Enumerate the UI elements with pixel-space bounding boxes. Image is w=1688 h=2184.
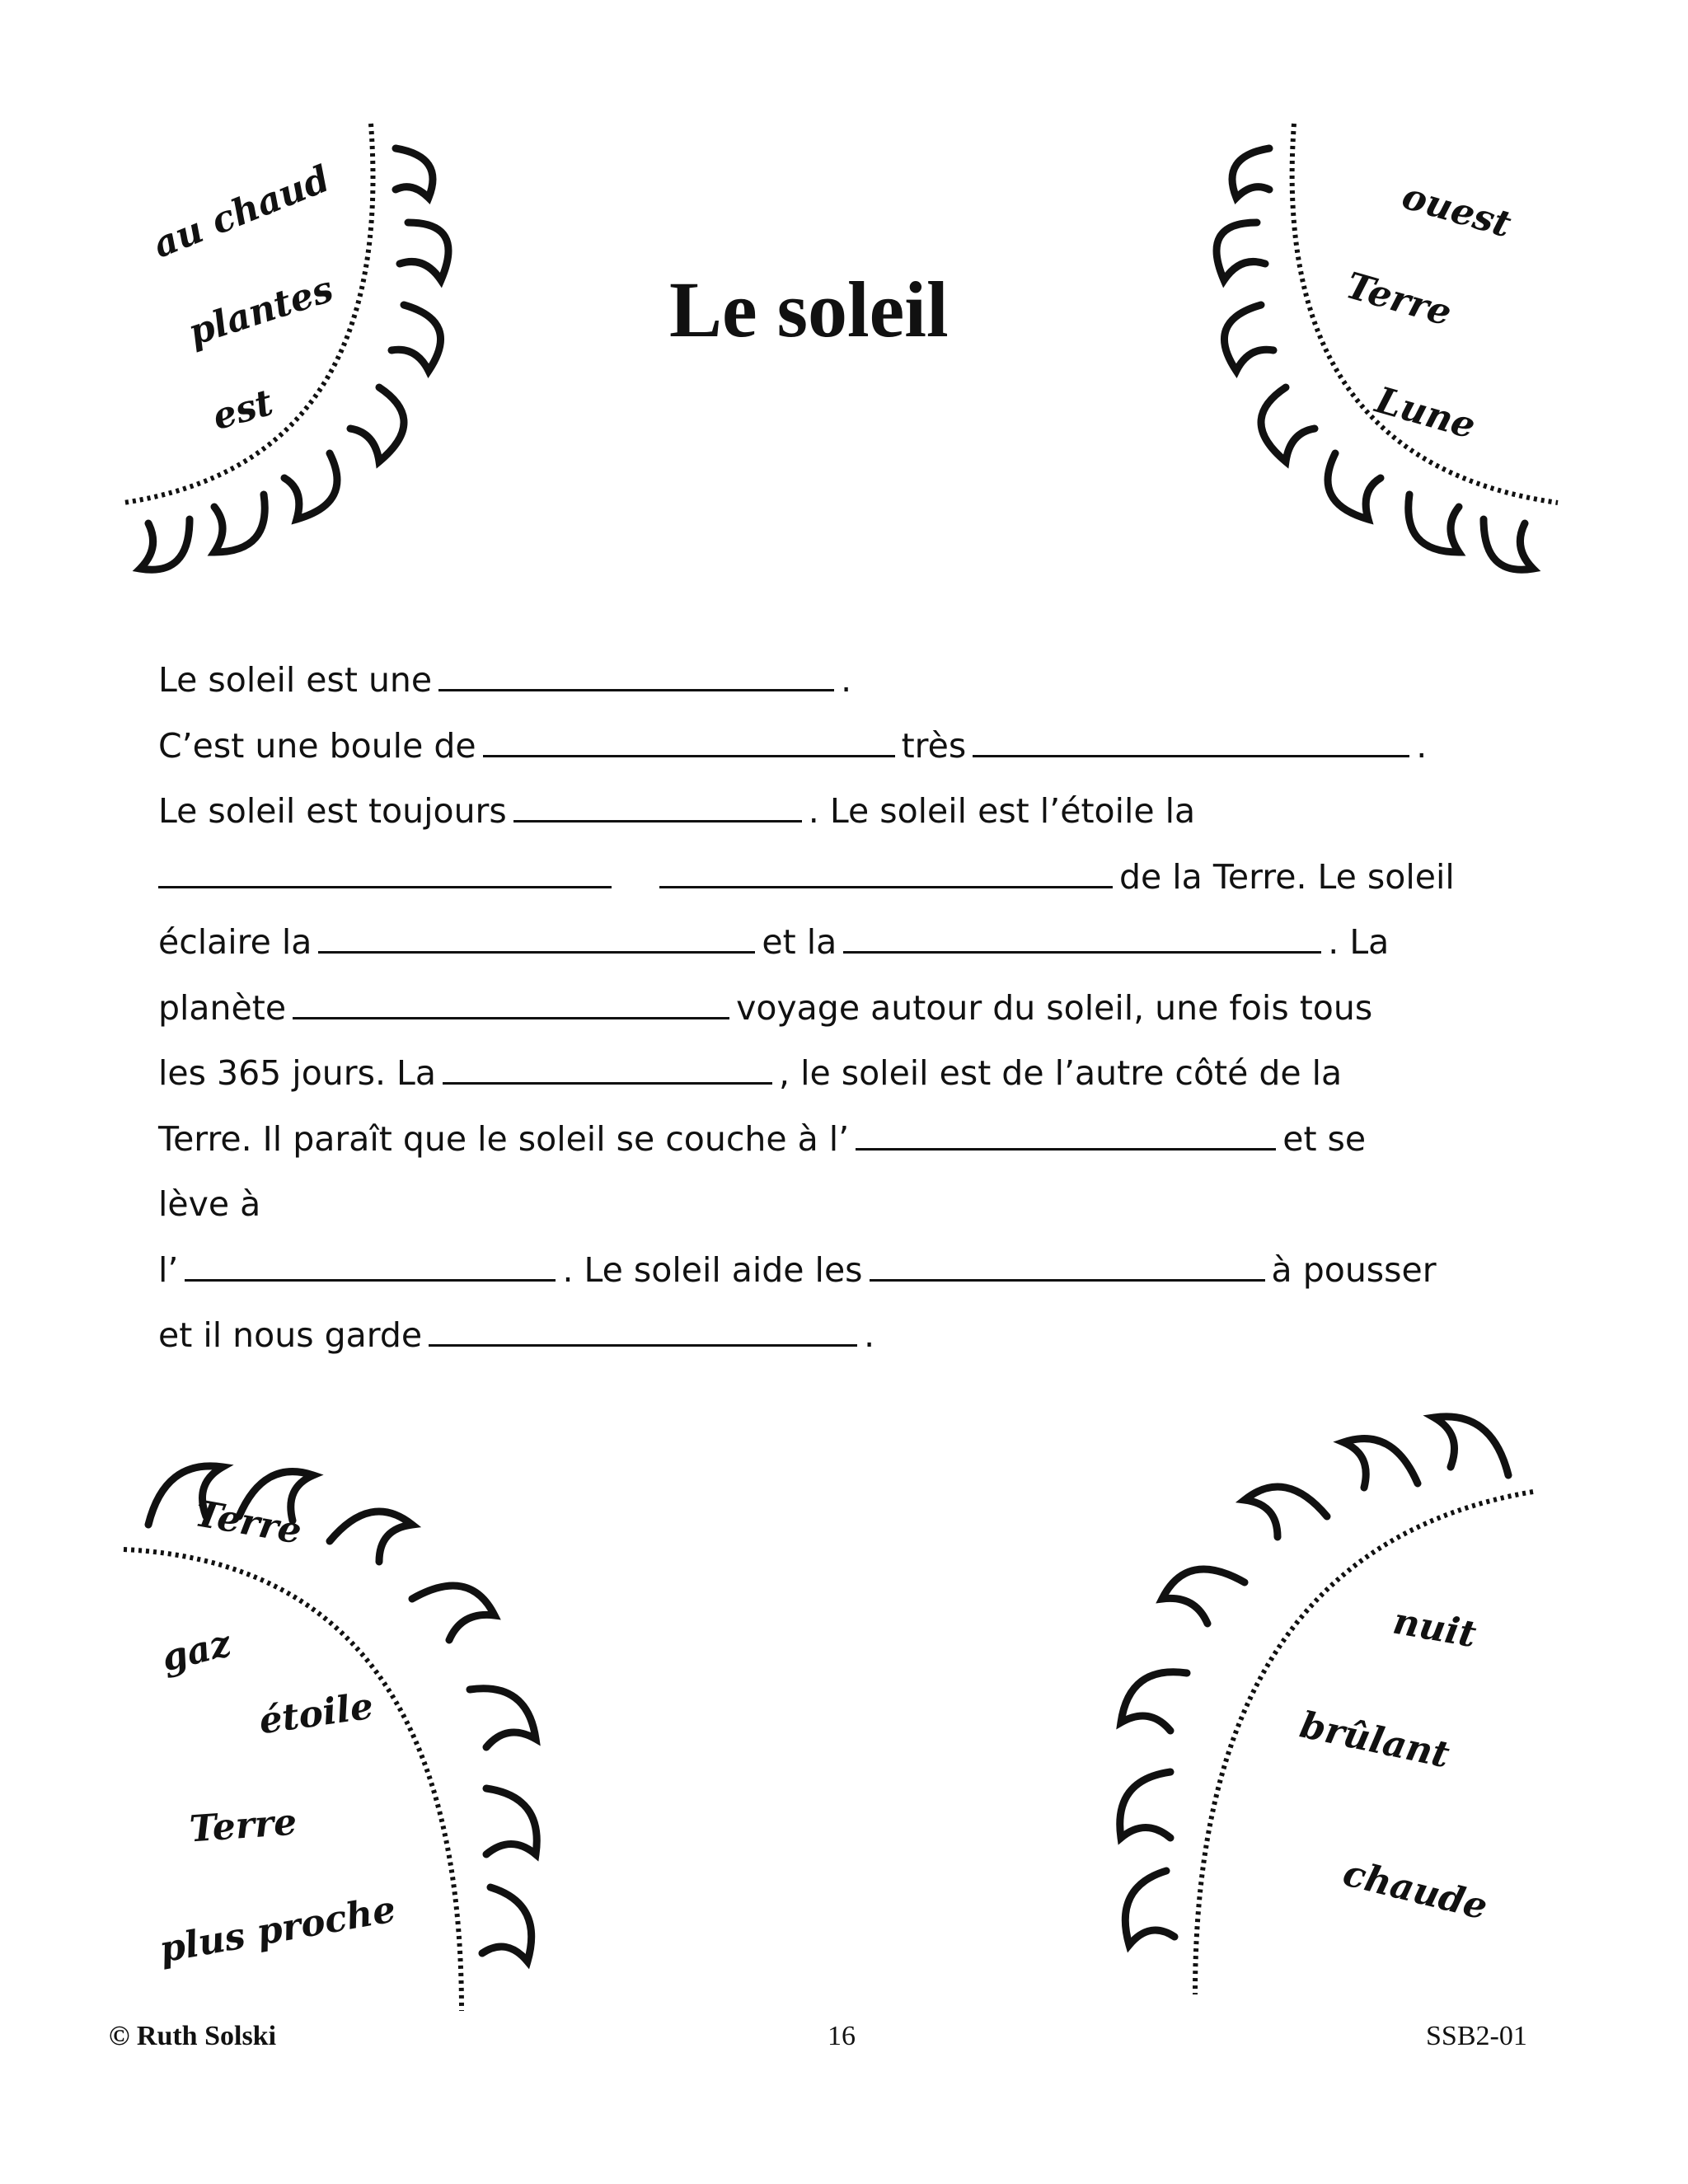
page-title: Le soleil (669, 265, 949, 354)
word-bank-item: ouest (1397, 175, 1516, 246)
word-bank-item: Terre (191, 1493, 305, 1553)
answer-blank[interactable] (318, 923, 755, 954)
word-bank-item: brûlant (1296, 1704, 1453, 1777)
worksheet-line (158, 845, 1510, 911)
text-segment: . La (1328, 922, 1390, 962)
text-segment: et la (762, 922, 837, 962)
text-segment: et se (1282, 1118, 1367, 1159)
text-segment: voyage autour du soleil, une fois tous (736, 987, 1373, 1028)
text-segment: . (841, 660, 852, 700)
worksheet-line (158, 976, 1510, 1042)
answer-blank[interactable] (438, 661, 834, 691)
text-segment: . Le soleil est l’étoile la (808, 791, 1196, 831)
answer-blank[interactable] (843, 923, 1321, 954)
text-segment: Le soleil est toujours (158, 791, 507, 831)
text-segment: . (1416, 725, 1428, 766)
word-bank-item: Terre (1341, 265, 1456, 335)
answer-blank[interactable] (443, 1054, 772, 1085)
text-segment: les 365 jours. La (158, 1053, 437, 1093)
worksheet-line (158, 1238, 1510, 1304)
text-segment: Le soleil est une (158, 660, 433, 700)
text-segment: l’ (158, 1249, 179, 1290)
worksheet-line (158, 779, 1510, 845)
word-bank-item: nuit (1390, 1600, 1479, 1657)
text-segment: . (864, 1315, 875, 1355)
word-bank-item: gaz (157, 1622, 236, 1680)
worksheet-line (158, 1172, 1510, 1238)
worksheet-line (158, 648, 1510, 714)
word-bank-item: chaude (1339, 1852, 1492, 1929)
word-bank-item: Lune (1371, 379, 1480, 448)
footer-copyright: © Ruth Solski (109, 2021, 277, 2051)
answer-blank[interactable] (185, 1251, 556, 1282)
footer-page-number: 16 (828, 2021, 856, 2051)
word-bank-item: plus proche (156, 1888, 399, 1971)
answer-blank[interactable] (293, 989, 729, 1019)
worksheet-line (158, 910, 1510, 976)
text-segment: C’est une boule de (158, 725, 476, 766)
answer-blank[interactable] (513, 792, 802, 823)
answer-blank[interactable] (429, 1316, 857, 1347)
text-segment: lève à (158, 1184, 261, 1224)
text-segment: à pousser (1271, 1249, 1437, 1290)
worksheet-line (158, 714, 1510, 780)
text-segment: planète (158, 987, 287, 1028)
worksheet-line (158, 1041, 1510, 1107)
answer-blank[interactable] (158, 858, 612, 888)
word-bank-item: est (208, 381, 278, 439)
word-bank-item: au chaud (147, 157, 336, 267)
answer-blank[interactable] (483, 727, 895, 757)
text-segment: éclaire la (158, 922, 312, 962)
answer-blank[interactable] (973, 727, 1409, 757)
answer-blank[interactable] (856, 1120, 1276, 1151)
worksheet-line (158, 1303, 1510, 1369)
text-segment: . Le soleil aide les (562, 1249, 863, 1290)
text-segment: et il nous garde (158, 1315, 423, 1355)
text-segment: de la Terre. Le soleil (1119, 856, 1455, 897)
worksheet-text (158, 648, 1510, 1369)
worksheet-line (158, 1107, 1510, 1173)
word-bank-item: plantes (183, 268, 339, 354)
word-bank-item: Terre (188, 1801, 298, 1851)
word-bank-item: étoile (256, 1685, 376, 1743)
answer-blank[interactable] (659, 858, 1113, 888)
answer-blank[interactable] (870, 1251, 1265, 1282)
sun-top-right-icon (1137, 115, 1566, 626)
footer-code: SSB2-01 (1426, 2021, 1527, 2051)
text-segment: très (901, 725, 967, 766)
text-segment: Terre. Il paraît que le soleil se couche à l’ (158, 1118, 850, 1159)
text-segment: , le soleil est de l’autre côté de la (779, 1053, 1343, 1093)
